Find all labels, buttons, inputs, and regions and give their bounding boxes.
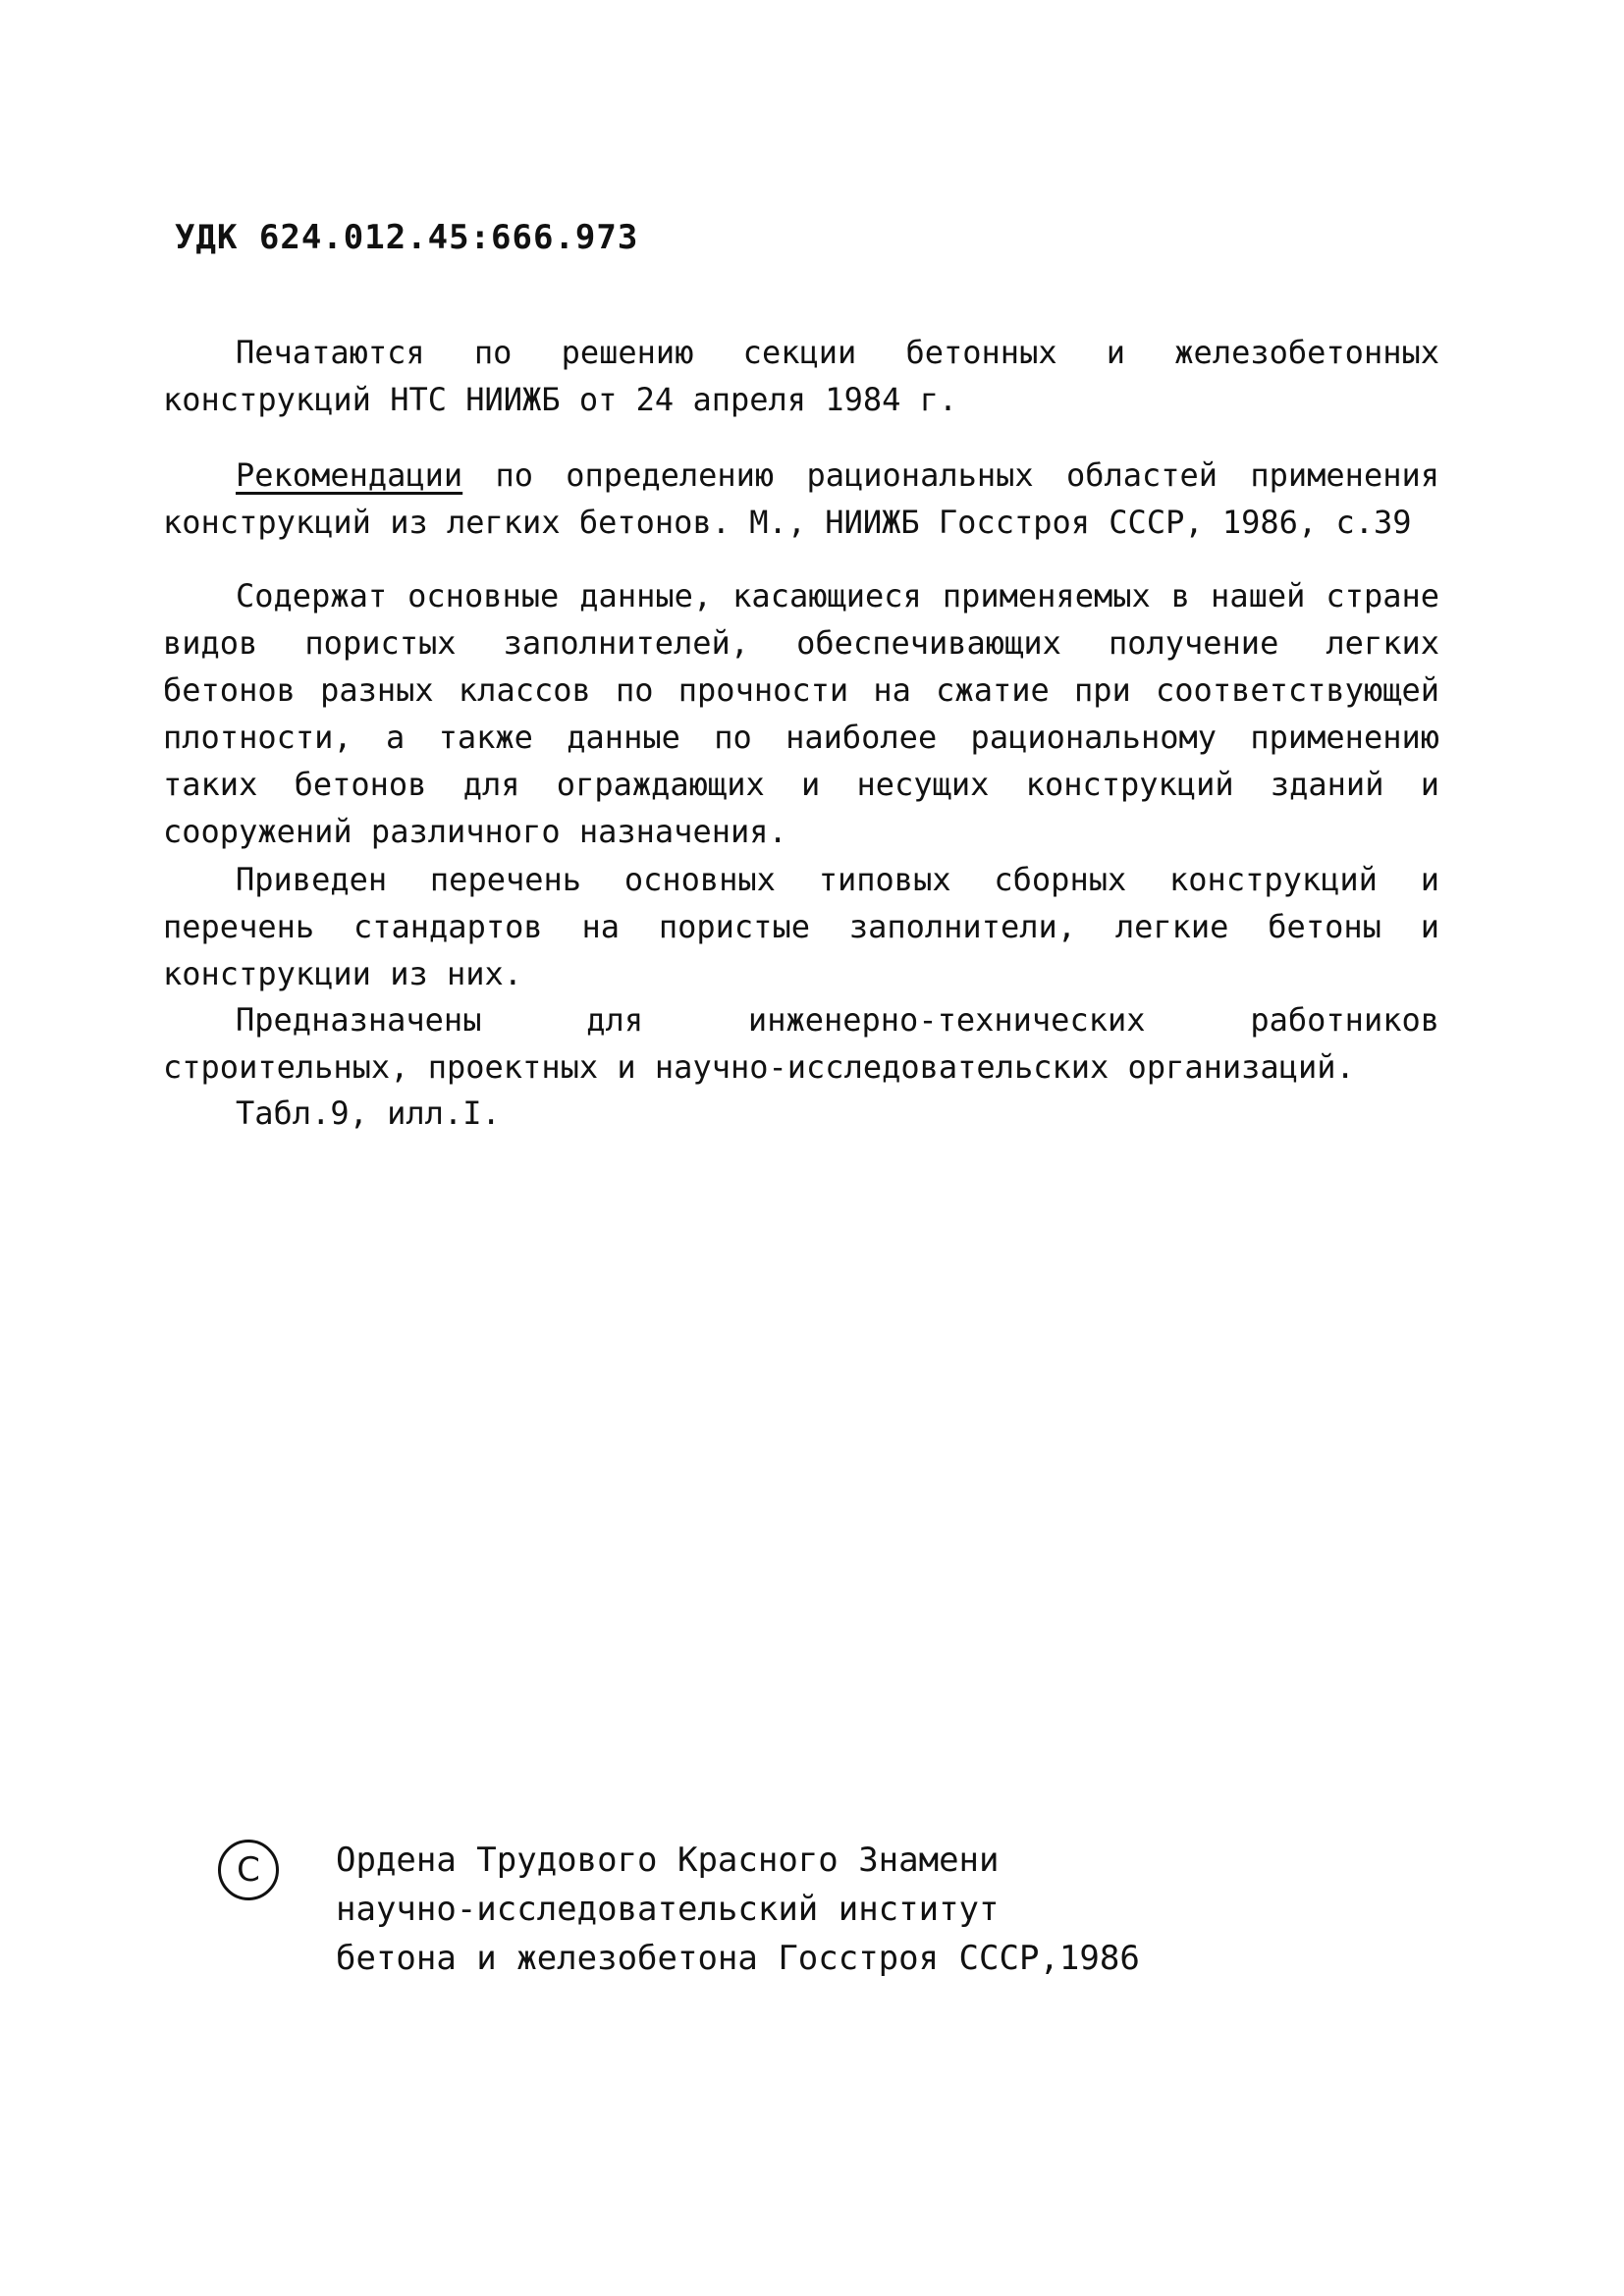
copyright-holder — [336, 1836, 1140, 1983]
tables-illustrations-count — [163, 1090, 1439, 1137]
abstract-paragraph-3 — [163, 996, 1439, 1091]
copyright-line: Ордена Трудового Красного Знамени — [336, 1841, 1000, 1880]
copyright-icon: C — [218, 1840, 279, 1900]
abstract-paragraph-1 — [163, 572, 1439, 855]
approval-text: Печатаются по решению секции бетонных и железобетонных конструкций НТС НИИЖБ от 24 апреля 1984 г. — [163, 334, 1439, 418]
approval-note — [163, 329, 1439, 423]
citation-title-word: Рекомендации — [236, 456, 463, 494]
copyright-line: бетона и железобетона Госстроя СССР,1986 — [336, 1939, 1140, 1978]
abstract-paragraph-2 — [163, 856, 1439, 997]
abstract-text: Приведен перечень основных типовых сборных конструкций и перечень стандартов на пористые заполнители, легкие бетоны и конструкции из них. — [163, 861, 1439, 992]
abstract-text: Табл.9, илл.I. — [236, 1095, 501, 1132]
citation-rest: по определению рациональных областей применения конструкций из легких бетонов. М., НИИЖБ Госстроя СССР, 1986, с.39 — [163, 456, 1439, 541]
abstract-text: Предназначены для инженерно-технических работников строительных, проектных и научно-исследовательских организаций. — [163, 1001, 1439, 1086]
udc-code: УДК 624.012.45:666.973 — [175, 218, 639, 257]
bibliographic-citation — [163, 452, 1439, 546]
abstract-text: Содержат основные данные, касающиеся применяемых в нашей стране видов пористых заполнителей, обеспечивающих получение легких бетонов разных классов по прочности на сжатие при соответствующей плотности, а также данные по наиболее рациональному применению таких бетонов для ограждающих и несущих конструкций зданий и сооружений различного назначения. — [163, 577, 1439, 850]
citation-paragraph — [163, 452, 1439, 546]
copyright-line: научно-исследовательский институт — [336, 1890, 1000, 1929]
